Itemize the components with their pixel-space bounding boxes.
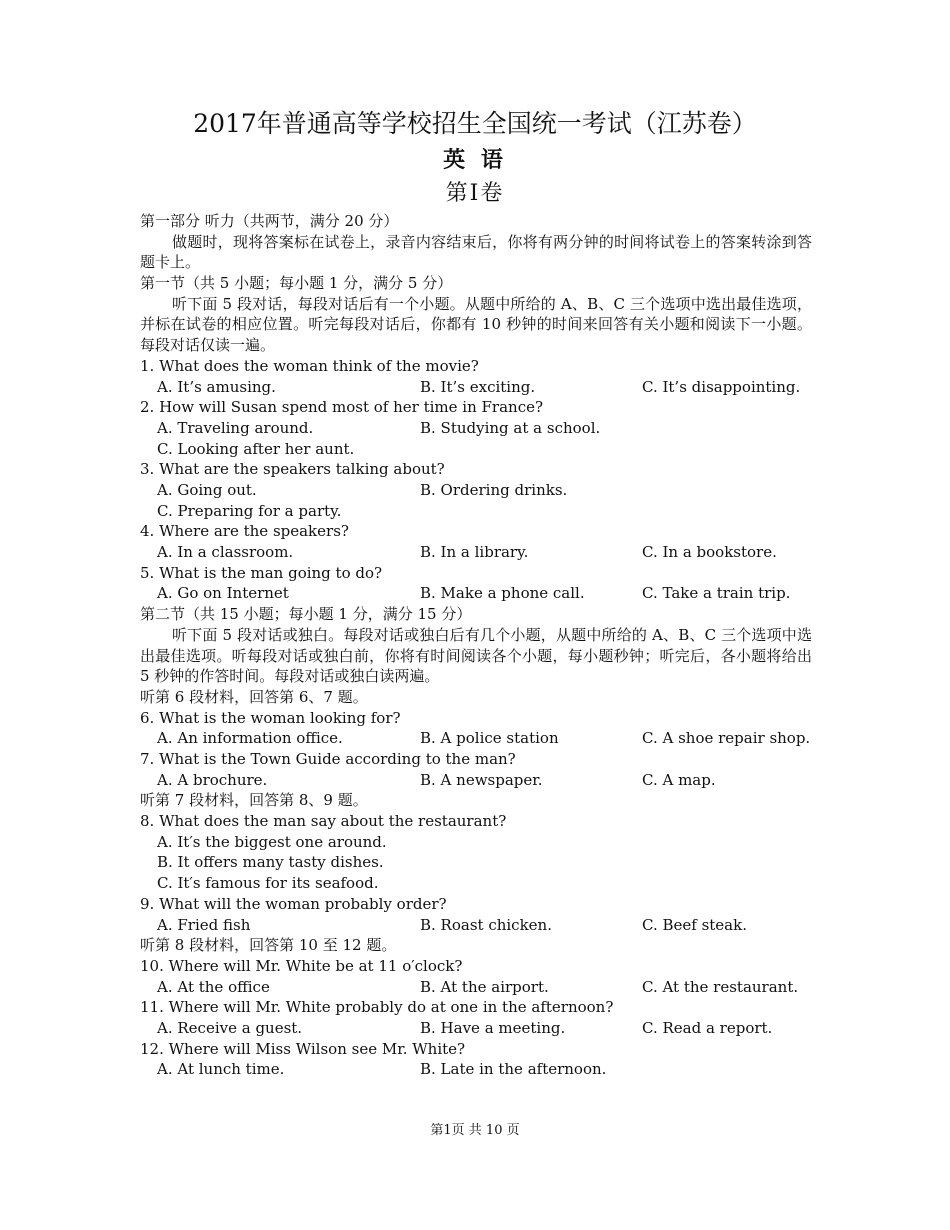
question-8-stem: 8. What does the man say about the restaurant? bbox=[140, 812, 507, 831]
question-9-option-a: A. Fried fish bbox=[157, 915, 251, 934]
question-9-options bbox=[140, 915, 812, 936]
material-6-heading: 听第 6 段材料，回答第 6、7 题。 bbox=[140, 687, 368, 706]
question-2-option-b: B. Studying at a school. bbox=[420, 418, 601, 437]
question-1-option-a: A. It’s amusing. bbox=[157, 377, 276, 396]
part1-instructions: 做题时，现将答案标在试卷上，录音内容结束后，你将有两分钟的时间将试卷上的答案转涂到答题卡上。 bbox=[140, 232, 812, 272]
question-1-options bbox=[140, 377, 812, 398]
question-11-stem: 11. Where will Mr. White probably do at one in the afternoon? bbox=[140, 998, 614, 1017]
question-1-option-b: B. It’s exciting. bbox=[420, 377, 536, 396]
question-3-options-row2 bbox=[140, 501, 812, 522]
question-11-option-c: C. Read a report. bbox=[642, 1018, 773, 1037]
question-11-options bbox=[140, 1018, 812, 1039]
question-2-options bbox=[140, 418, 812, 439]
question-5-options bbox=[140, 583, 812, 604]
question-8-option-c-row bbox=[140, 873, 812, 894]
question-7-option-a: A. A brochure. bbox=[157, 770, 268, 789]
question-6-option-a: A. An information office. bbox=[157, 729, 343, 748]
question-6-options bbox=[140, 728, 812, 749]
question-7-option-c: C. A map. bbox=[642, 770, 716, 789]
question-7-options bbox=[140, 770, 812, 791]
question-10-options bbox=[140, 977, 812, 998]
question-4-option-c: C. In a bookstore. bbox=[642, 543, 777, 562]
section2-instructions: 听下面 5 段对话或独白。每段对话或独白后有几个小题，从题中所给的 A、B、C 三个选项中选出最佳选项。听每段对话或独白前，你将有时间阅读各个小题，每小题秒钟；听完后，各小题将给出 5 秒钟的作答时间。每段对话或独白读两遍。 bbox=[140, 625, 812, 686]
section2-heading: 第二节（共 15 小题；每小题 1 分，满分 15 分） bbox=[140, 605, 472, 624]
question-10-option-a: A. At the office bbox=[157, 977, 270, 996]
question-2-options-row2 bbox=[140, 439, 812, 460]
question-11-option-b: B. Have a meeting. bbox=[420, 1018, 566, 1037]
question-10-stem: 10. Where will Mr. White be at 11 o′clock? bbox=[140, 956, 463, 975]
page-footer: 第1页 共 10 页 bbox=[430, 1123, 520, 1138]
question-1-stem: 1. What does the woman think of the movie? bbox=[140, 356, 479, 375]
question-5-option-a: A. Go on Internet bbox=[157, 584, 289, 603]
question-11-option-a: A. Receive a guest. bbox=[157, 1018, 303, 1037]
question-5-stem: 5. What is the man going to do? bbox=[140, 563, 383, 582]
question-9-option-b: B. Roast chicken. bbox=[420, 915, 552, 934]
question-7-stem: 7. What is the Town Guide according to the man? bbox=[140, 750, 516, 768]
question-7-option-b: B. A newspaper. bbox=[420, 770, 543, 789]
question-5-option-b: B. Make a phone call. bbox=[420, 584, 585, 603]
question-5-option-c: C. Take a train trip. bbox=[642, 584, 791, 603]
volume-title: 第Ⅰ卷 bbox=[445, 181, 505, 206]
question-8-option-a: A. It′s the biggest one around. bbox=[157, 832, 387, 851]
question-8-option-c: C. It′s famous for its seafood. bbox=[157, 874, 379, 893]
question-4-stem: 4. Where are the speakers? bbox=[140, 522, 349, 541]
subject-title: 英 语 bbox=[443, 148, 507, 173]
section1-heading: 第一节（共 5 小题；每小题 1 分，满分 5 分） bbox=[140, 274, 453, 293]
question-3-option-a: A. Going out. bbox=[157, 481, 257, 500]
exam-body bbox=[140, 211, 812, 1080]
question-1-option-c: C. It’s disappointing. bbox=[642, 377, 801, 396]
question-9-option-c: C. Beef steak. bbox=[642, 915, 747, 934]
question-2-option-c: C. Looking after her aunt. bbox=[157, 439, 355, 458]
material-8-heading: 听第 8 段材料，回答第 10 至 12 题。 bbox=[140, 936, 397, 955]
question-12-option-a: A. At lunch time. bbox=[157, 1060, 285, 1079]
question-12-options bbox=[140, 1059, 812, 1080]
question-12-option-b: B. Late in the afternoon. bbox=[420, 1060, 607, 1079]
question-4-option-b: B. In a library. bbox=[420, 543, 529, 562]
question-3-option-c: C. Preparing for a party. bbox=[157, 501, 342, 520]
question-4-options bbox=[140, 542, 812, 563]
question-3-options bbox=[140, 480, 812, 501]
question-2-stem: 2. How will Susan spend most of her time in France? bbox=[140, 398, 544, 417]
question-6-option-b: B. A police station bbox=[420, 729, 559, 748]
question-8-option-b: B. It offers many tasty dishes. bbox=[157, 853, 384, 872]
section1-instructions: 听下面 5 段对话，每段对话后有一个小题。从题中所给的 A、B、C 三个选项中选出最佳选项，并标在试卷的相应位置。听完每段对话后，你都有 10 秒钟的时间来回答有关小题和阅读下一小题。每段对话仅读一遍。 bbox=[140, 294, 812, 355]
question-4-option-a: A. In a classroom. bbox=[157, 543, 294, 562]
question-12-stem: 12. Where will Miss Wilson see Mr. White? bbox=[140, 1039, 466, 1058]
part1-heading: 第一部分 听力（共两节，满分 20 分） bbox=[140, 212, 399, 230]
material-7-heading: 听第 7 段材料，回答第 8、9 题。 bbox=[140, 791, 368, 810]
question-10-option-c: C. At the restaurant. bbox=[642, 977, 799, 996]
question-10-option-b: B. At the airport. bbox=[420, 977, 549, 996]
question-8-option-b-row bbox=[140, 852, 812, 873]
question-2-option-a: A. Traveling around. bbox=[157, 418, 314, 437]
question-6-option-c: C. A shoe repair shop. bbox=[642, 729, 811, 748]
question-9-stem: 9. What will the woman probably order? bbox=[140, 894, 447, 913]
question-3-stem: 3. What are the speakers talking about? bbox=[140, 460, 445, 479]
question-8-option-a-row bbox=[140, 832, 812, 853]
exam-title: 2017年普通高等学校招生全国统一考试（江苏卷） bbox=[193, 109, 757, 138]
question-3-option-b: B. Ordering drinks. bbox=[420, 481, 568, 500]
question-6-stem: 6. What is the woman looking for? bbox=[140, 708, 401, 727]
